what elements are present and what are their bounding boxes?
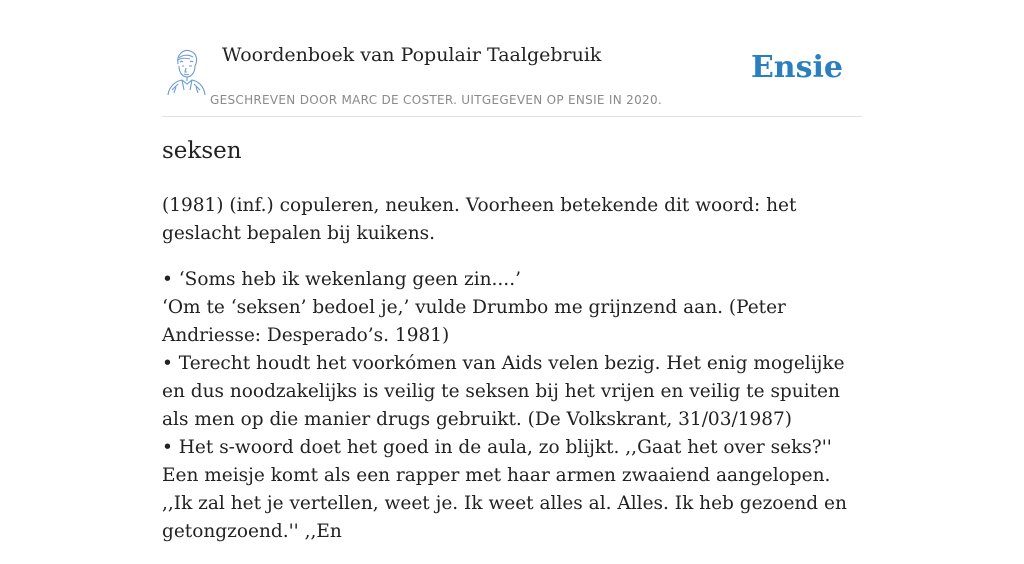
book-title[interactable]: Woordenboek van Populair Taalgebruik — [222, 44, 602, 66]
header — [162, 0, 862, 117]
quote-line: • Terecht houdt het voorkómen van Aids velen bezig. Het enig mogelijke en dus noodzakelijks is veilig te seksen bij het vrijen en veilig te spuiten als men op die manier drugs gebruikt. (De Volkskrant, 31/03/1987) — [162, 353, 845, 430]
author-portrait-icon — [164, 46, 208, 96]
definition: (1981) (inf.) copuleren, neuken. Voorheen betekende dit woord: het geslacht bepalen bij kuikens. — [162, 195, 797, 244]
brand-logo[interactable]: Ensie — [750, 50, 843, 85]
quote-line: • Het s-woord doet het goed in de aula, zo blijkt. ,,Gaat het over seks?'' Een meisje komt als een rapper met haar armen zwaaiend aangelopen. ,,Ik zal het je vertellen, weet je. Ik weet alles al. Alles. Ik heb gezoend en getongzoend.'' ,,En — [162, 437, 847, 542]
quotes — [162, 266, 862, 546]
entry-title: seksen — [162, 138, 242, 164]
quote-line: • ‘Soms heb ik wekenlang geen zin....’ — [162, 269, 521, 290]
quote-line: ‘Om te ‘seksen’ bedoel je,’ vulde Drumbo me grijnzend aan. (Peter Andriesse: Desperado’s. 1981) — [162, 297, 786, 346]
byline: GESCHREVEN DOOR MARC DE COSTER. UITGEGEVEN OP ENSIE IN 2020. — [210, 93, 662, 107]
entry-body — [162, 192, 862, 564]
page — [162, 0, 862, 542]
